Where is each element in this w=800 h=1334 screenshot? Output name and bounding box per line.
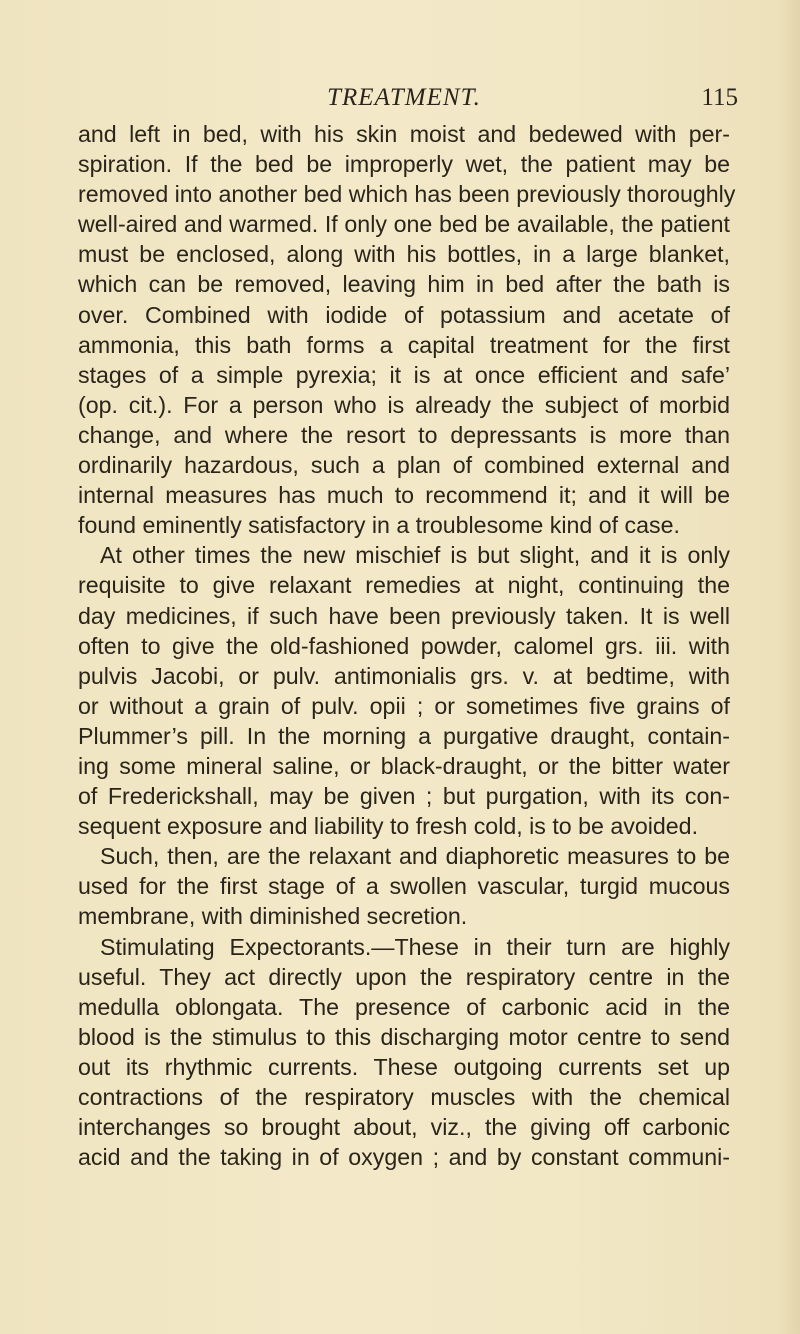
page-number: 115 xyxy=(701,84,738,111)
text-line: day medicines, if such have been previously taken. It is well xyxy=(78,602,730,629)
text-line: Such, then, are the relaxant and diaphoretic measures to be xyxy=(100,843,730,870)
text-line: change, and where the resort to depressants is more than xyxy=(78,421,730,448)
text-line: ing some mineral saline, or black-draught, or the bitter water xyxy=(78,752,730,779)
text-line: and left in bed, with his skin moist and bedewed with per- xyxy=(78,121,730,147)
text-line: out its rhythmic currents. These outgoing currents set up xyxy=(78,1053,730,1080)
text-line: ammonia, this bath forms a capital treatment for the first xyxy=(78,331,730,358)
text-line: membrane, with diminished secretion. xyxy=(78,903,468,930)
text-line: often to give the old-fashioned powder, calomel grs. iii. with xyxy=(78,632,730,659)
text-line: found eminently satisfactory in a troublesome kind of case. xyxy=(78,512,680,539)
running-title: TREATMENT. xyxy=(327,84,481,111)
text-line: used for the first stage of a swollen vascular, turgid mucous xyxy=(78,873,730,900)
text-line: blood is the stimulus to this discharging motor centre to send xyxy=(78,1023,730,1050)
text-line: interchanges so brought about, viz., the giving off carbonic xyxy=(78,1114,730,1141)
page-edge-shadow xyxy=(778,0,800,1334)
text-line: useful. They act directly upon the respiratory centre in the xyxy=(78,963,730,990)
text-line: Plummer’s pill. In the morning a purgative draught, contain- xyxy=(78,722,730,749)
text-line: requisite to give relaxant remedies at night, continuing the xyxy=(78,572,730,599)
text-line: acid and the taking in of oxygen ; and by constant communi- xyxy=(78,1144,730,1171)
text-line: over. Combined with iodide of potassium and acetate of xyxy=(78,301,730,328)
text-line: Stimulating Expectorants.—These in their turn are highly xyxy=(100,933,730,960)
text-line: ordinarily hazardous, such a plan of combined external and xyxy=(78,452,730,479)
text-line: removed into another bed which has been previously thoroughly xyxy=(78,181,736,208)
text-line: At other times the new mischief is but slight, and it is only xyxy=(100,542,730,569)
text-line: sequent exposure and liability to fresh cold, is to be avoided. xyxy=(78,813,699,840)
body-text xyxy=(78,119,736,1172)
text-line: (op. cit.). For a person who is already the subject of morbid xyxy=(78,391,730,418)
text-line: internal measures has much to recommend it; and it will be xyxy=(78,482,730,509)
text-line: stages of a simple pyrexia; it is at once efficient and safe’ xyxy=(78,361,730,388)
text-line: must be enclosed, along with his bottles, in a large blanket, xyxy=(78,241,730,268)
running-head xyxy=(78,78,738,118)
text-line: which can be removed, leaving him in bed after the bath is xyxy=(78,271,730,298)
text-line: pulvis Jacobi, or pulv. antimonialis grs. v. at bedtime, with xyxy=(78,662,730,689)
text-line: spiration. If the bed be improperly wet, the patient may be xyxy=(78,151,730,178)
text-line: well-aired and warmed. If only one bed be available, the patient xyxy=(78,211,730,238)
text-line: or without a grain of pulv. opii ; or sometimes five grains of xyxy=(78,692,730,719)
text-line: contractions of the respiratory muscles with the chemical xyxy=(78,1084,730,1110)
text-line: medulla oblongata. The presence of carbonic acid in the xyxy=(78,993,730,1020)
text-line: of Frederickshall, may be given ; but purgation, with its con- xyxy=(78,783,730,810)
